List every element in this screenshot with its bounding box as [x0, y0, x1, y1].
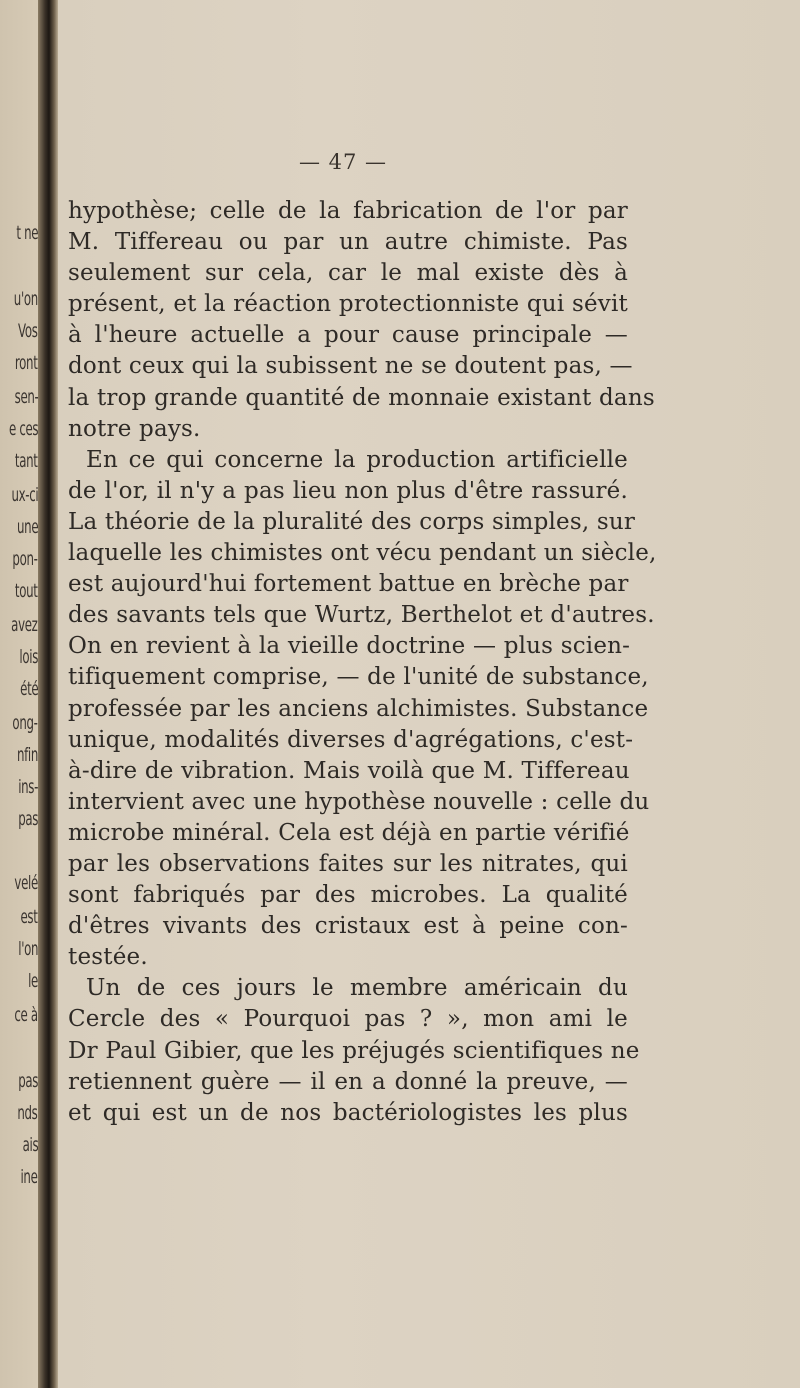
previous-page-fragment: est	[20, 906, 38, 928]
previous-page-fragment: l'on	[18, 938, 38, 960]
previous-page-fragment: le	[28, 970, 38, 992]
text-line: des savants tels que Wurtz, Berthelot et d'autres.	[68, 602, 655, 629]
text-line: à-dire de vibration. Mais voilà que M. Tiffereau	[68, 757, 630, 784]
page-number: — 47 —	[298, 150, 388, 174]
text-line: et qui est un de nos bactériologistes les plus	[68, 1099, 628, 1126]
previous-page-fragment: ong-	[12, 712, 38, 734]
previous-page-fragment: ux-ci	[11, 484, 38, 506]
text-line: présent, et la réaction protectionniste qui sévit	[68, 291, 628, 318]
text-line: sont fabriqués par des microbes. La qualité	[68, 882, 628, 909]
previous-page-fragment: tant	[15, 450, 38, 472]
previous-page-fragment: u'on	[13, 288, 38, 310]
previous-page-fragment: velé	[14, 872, 38, 894]
text-line: est aujourd'hui fortement battue en brèche par	[68, 571, 629, 598]
previous-page-fragment: ais	[22, 1134, 38, 1156]
text-line: laquelle les chimistes ont vécu pendant un siècle,	[68, 540, 657, 567]
text-line: testée.	[68, 944, 148, 971]
previous-page-fragment: sen-	[14, 386, 38, 408]
previous-page-fragment: pon-	[12, 548, 38, 570]
text-line: d'êtres vivants des cristaux est à peine con-	[68, 913, 628, 940]
text-line: Un de ces jours le membre américain du	[86, 975, 628, 1002]
previous-page-fragment: e ces	[8, 418, 38, 440]
previous-page-fragment: ins-	[18, 776, 38, 798]
previous-page-fragment: lois	[19, 646, 38, 668]
previous-page-fragment: t ne	[16, 222, 38, 244]
text-line: Dr Paul Gibier, que les préjugés scientifiques ne	[68, 1037, 640, 1064]
previous-page-fragment: nds	[17, 1102, 38, 1124]
text-line: La théorie de la pluralité des corps simples, sur	[68, 508, 636, 535]
text-line: notre pays.	[68, 415, 201, 442]
text-line: dont ceux qui la subissent ne se doutent pas, —	[68, 353, 633, 380]
text-line: On en revient à la vieille doctrine — plus scien-	[68, 633, 631, 660]
text-line: seulement sur cela, car le mal existe dès à	[68, 260, 628, 287]
previous-page-fragment: une	[16, 516, 38, 538]
previous-page-fragment: ine	[20, 1166, 38, 1188]
body-text	[68, 196, 657, 1129]
text-line: par les observations faites sur les nitrates, qui	[68, 850, 628, 877]
previous-page-fragment: pas	[18, 808, 38, 830]
text-line: unique, modalités diverses d'agrégations, c'est-	[68, 726, 634, 753]
previous-page-fragment: ront	[15, 352, 38, 374]
previous-page-fragment: avez	[11, 614, 38, 636]
previous-page-fragment: pas	[18, 1070, 38, 1092]
text-line: retiennent guère — il en a donné la preuve, —	[68, 1068, 628, 1095]
text-line: à l'heure actuelle a pour cause principale —	[68, 322, 628, 349]
previous-page-fragment: ce à	[14, 1004, 38, 1026]
text-line: hypothèse; celle de la fabrication de l'or par	[68, 198, 628, 224]
text-line: intervient avec une hypothèse nouvelle : celle du	[68, 788, 650, 815]
text-line: Cercle des « Pourquoi pas ? », mon ami le	[68, 1006, 628, 1033]
text-line: microbe minéral. Cela est déjà en partie vérifié	[68, 819, 630, 846]
previous-page-fragment: Vos	[18, 320, 38, 342]
previous-page-fragment: été	[19, 678, 38, 700]
text-line: En ce qui concerne la production artificielle	[86, 446, 628, 473]
book-gutter	[38, 0, 58, 1388]
previous-page-fragment: nfin	[16, 744, 38, 766]
text-line: de l'or, il n'y a pas lieu non plus d'être rassuré.	[68, 477, 628, 504]
text-line: M. Tiffereau ou par un autre chimiste. Pas	[68, 229, 628, 256]
text-line: professée par les anciens alchimistes. Substance	[68, 695, 649, 722]
text-line: tifiquement comprise, — de l'unité de substance,	[68, 664, 649, 691]
previous-page-text-fragments	[0, 0, 40, 1388]
previous-page-fragment: tout	[15, 580, 38, 602]
text-line: la trop grande quantité de monnaie existant dans	[68, 384, 655, 411]
